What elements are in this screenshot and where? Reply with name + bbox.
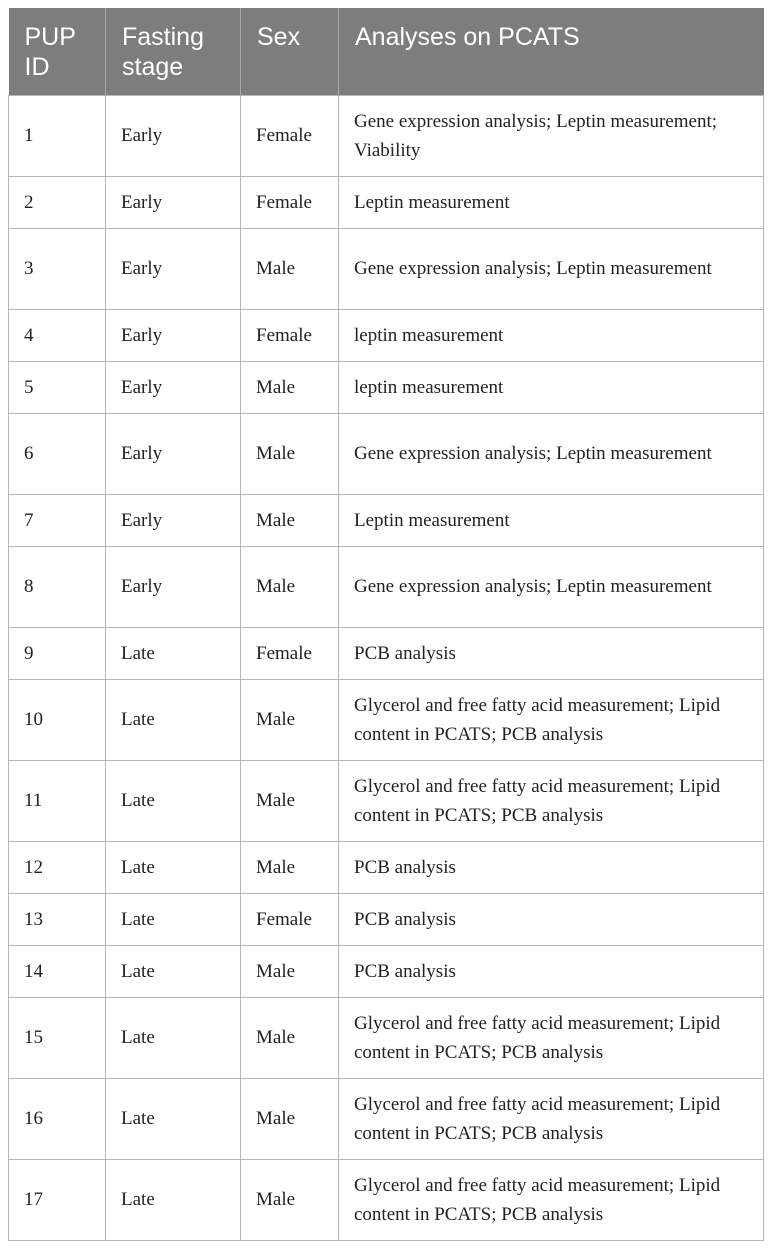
cell-pup-id: 8 (9, 546, 106, 627)
cell-fasting-stage: Early (106, 95, 241, 176)
cell-sex: Male (241, 997, 339, 1078)
cell-fasting-stage: Late (106, 1078, 241, 1159)
cell-fasting-stage: Late (106, 997, 241, 1078)
cell-pup-id: 2 (9, 176, 106, 228)
cell-fasting-stage: Early (106, 176, 241, 228)
cell-analyses: Gene expression analysis; Leptin measurement (339, 546, 764, 627)
table-row (9, 893, 764, 945)
table-row (9, 1159, 764, 1240)
cell-analyses: Glycerol and free fatty acid measurement; Lipid content in PCATS; PCB analysis (339, 679, 764, 760)
cell-sex: Female (241, 627, 339, 679)
data-table-container (8, 8, 763, 1241)
cell-pup-id: 10 (9, 679, 106, 760)
header-row (9, 8, 764, 95)
cell-pup-id: 3 (9, 228, 106, 309)
table-row (9, 361, 764, 413)
cell-analyses: PCB analysis (339, 841, 764, 893)
header-analyses: Analyses on PCATS (355, 23, 580, 51)
cell-analyses: Gene expression analysis; Leptin measurement (339, 228, 764, 309)
cell-analyses: Gene expression analysis; Leptin measurement (339, 413, 764, 494)
cell-fasting-stage: Late (106, 679, 241, 760)
cell-analyses: leptin measurement (339, 361, 764, 413)
cell-sex: Male (241, 1078, 339, 1159)
cell-sex: Female (241, 893, 339, 945)
cell-fasting-stage: Late (106, 893, 241, 945)
cell-analyses: Gene expression analysis; Leptin measurement; Viability (339, 95, 764, 176)
cell-pup-id: 16 (9, 1078, 106, 1159)
cell-fasting-stage: Late (106, 1159, 241, 1240)
cell-sex: Female (241, 95, 339, 176)
cell-pup-id: 17 (9, 1159, 106, 1240)
cell-pup-id: 14 (9, 945, 106, 997)
table-row (9, 1078, 764, 1159)
cell-fasting-stage: Late (106, 841, 241, 893)
cell-analyses: Glycerol and free fatty acid measurement; Lipid content in PCATS; PCB analysis (339, 1159, 764, 1240)
cell-pup-id: 9 (9, 627, 106, 679)
cell-fasting-stage: Early (106, 494, 241, 546)
cell-analyses: PCB analysis (339, 945, 764, 997)
table-row (9, 546, 764, 627)
cell-sex: Male (241, 546, 339, 627)
cell-analyses: PCB analysis (339, 893, 764, 945)
cell-fasting-stage: Early (106, 413, 241, 494)
cell-sex: Female (241, 176, 339, 228)
table-row (9, 760, 764, 841)
cell-pup-id: 6 (9, 413, 106, 494)
cell-analyses: Glycerol and free fatty acid measurement; Lipid content in PCATS; PCB analysis (339, 1078, 764, 1159)
cell-sex: Male (241, 945, 339, 997)
cell-sex: Male (241, 413, 339, 494)
cell-fasting-stage: Early (106, 361, 241, 413)
cell-fasting-stage: Early (106, 546, 241, 627)
table-header (9, 8, 764, 95)
cell-analyses: Glycerol and free fatty acid measurement; Lipid content in PCATS; PCB analysis (339, 760, 764, 841)
table-row (9, 228, 764, 309)
cell-analyses: Leptin measurement (339, 494, 764, 546)
cell-pup-id: 13 (9, 893, 106, 945)
cell-pup-id: 15 (9, 997, 106, 1078)
header-sex: Sex (241, 8, 339, 95)
cell-fasting-stage: Early (106, 228, 241, 309)
cell-fasting-stage: Late (106, 760, 241, 841)
table-row (9, 627, 764, 679)
table-body (9, 95, 764, 1240)
cell-fasting-stage: Late (106, 627, 241, 679)
cell-fasting-stage: Early (106, 309, 241, 361)
cell-analyses: PCB analysis (339, 627, 764, 679)
table-row (9, 841, 764, 893)
pup-analyses-table (8, 8, 764, 1241)
cell-sex: Male (241, 760, 339, 841)
table-row (9, 997, 764, 1078)
table-row (9, 176, 764, 228)
table-row (9, 945, 764, 997)
cell-sex: Male (241, 228, 339, 309)
cell-sex: Female (241, 309, 339, 361)
cell-fasting-stage: Late (106, 945, 241, 997)
cell-analyses: Leptin measurement (339, 176, 764, 228)
cell-sex: Male (241, 494, 339, 546)
cell-sex: Male (241, 841, 339, 893)
cell-pup-id: 1 (9, 95, 106, 176)
table-row (9, 413, 764, 494)
cell-pup-id: 5 (9, 361, 106, 413)
cell-analyses: leptin measurement (339, 309, 764, 361)
table-row (9, 494, 764, 546)
cell-pup-id: 11 (9, 760, 106, 841)
table-row (9, 309, 764, 361)
cell-analyses: Glycerol and free fatty acid measurement; Lipid content in PCATS; PCB analysis (339, 997, 764, 1078)
header-pup-id: PUP ID (9, 8, 106, 95)
table-row (9, 95, 764, 176)
cell-sex: Male (241, 361, 339, 413)
cell-sex: Male (241, 679, 339, 760)
cell-sex: Male (241, 1159, 339, 1240)
cell-pup-id: 12 (9, 841, 106, 893)
table-row (9, 679, 764, 760)
cell-pup-id: 7 (9, 494, 106, 546)
header-fasting-stage: Fasting stage (106, 8, 241, 95)
cell-pup-id: 4 (9, 309, 106, 361)
